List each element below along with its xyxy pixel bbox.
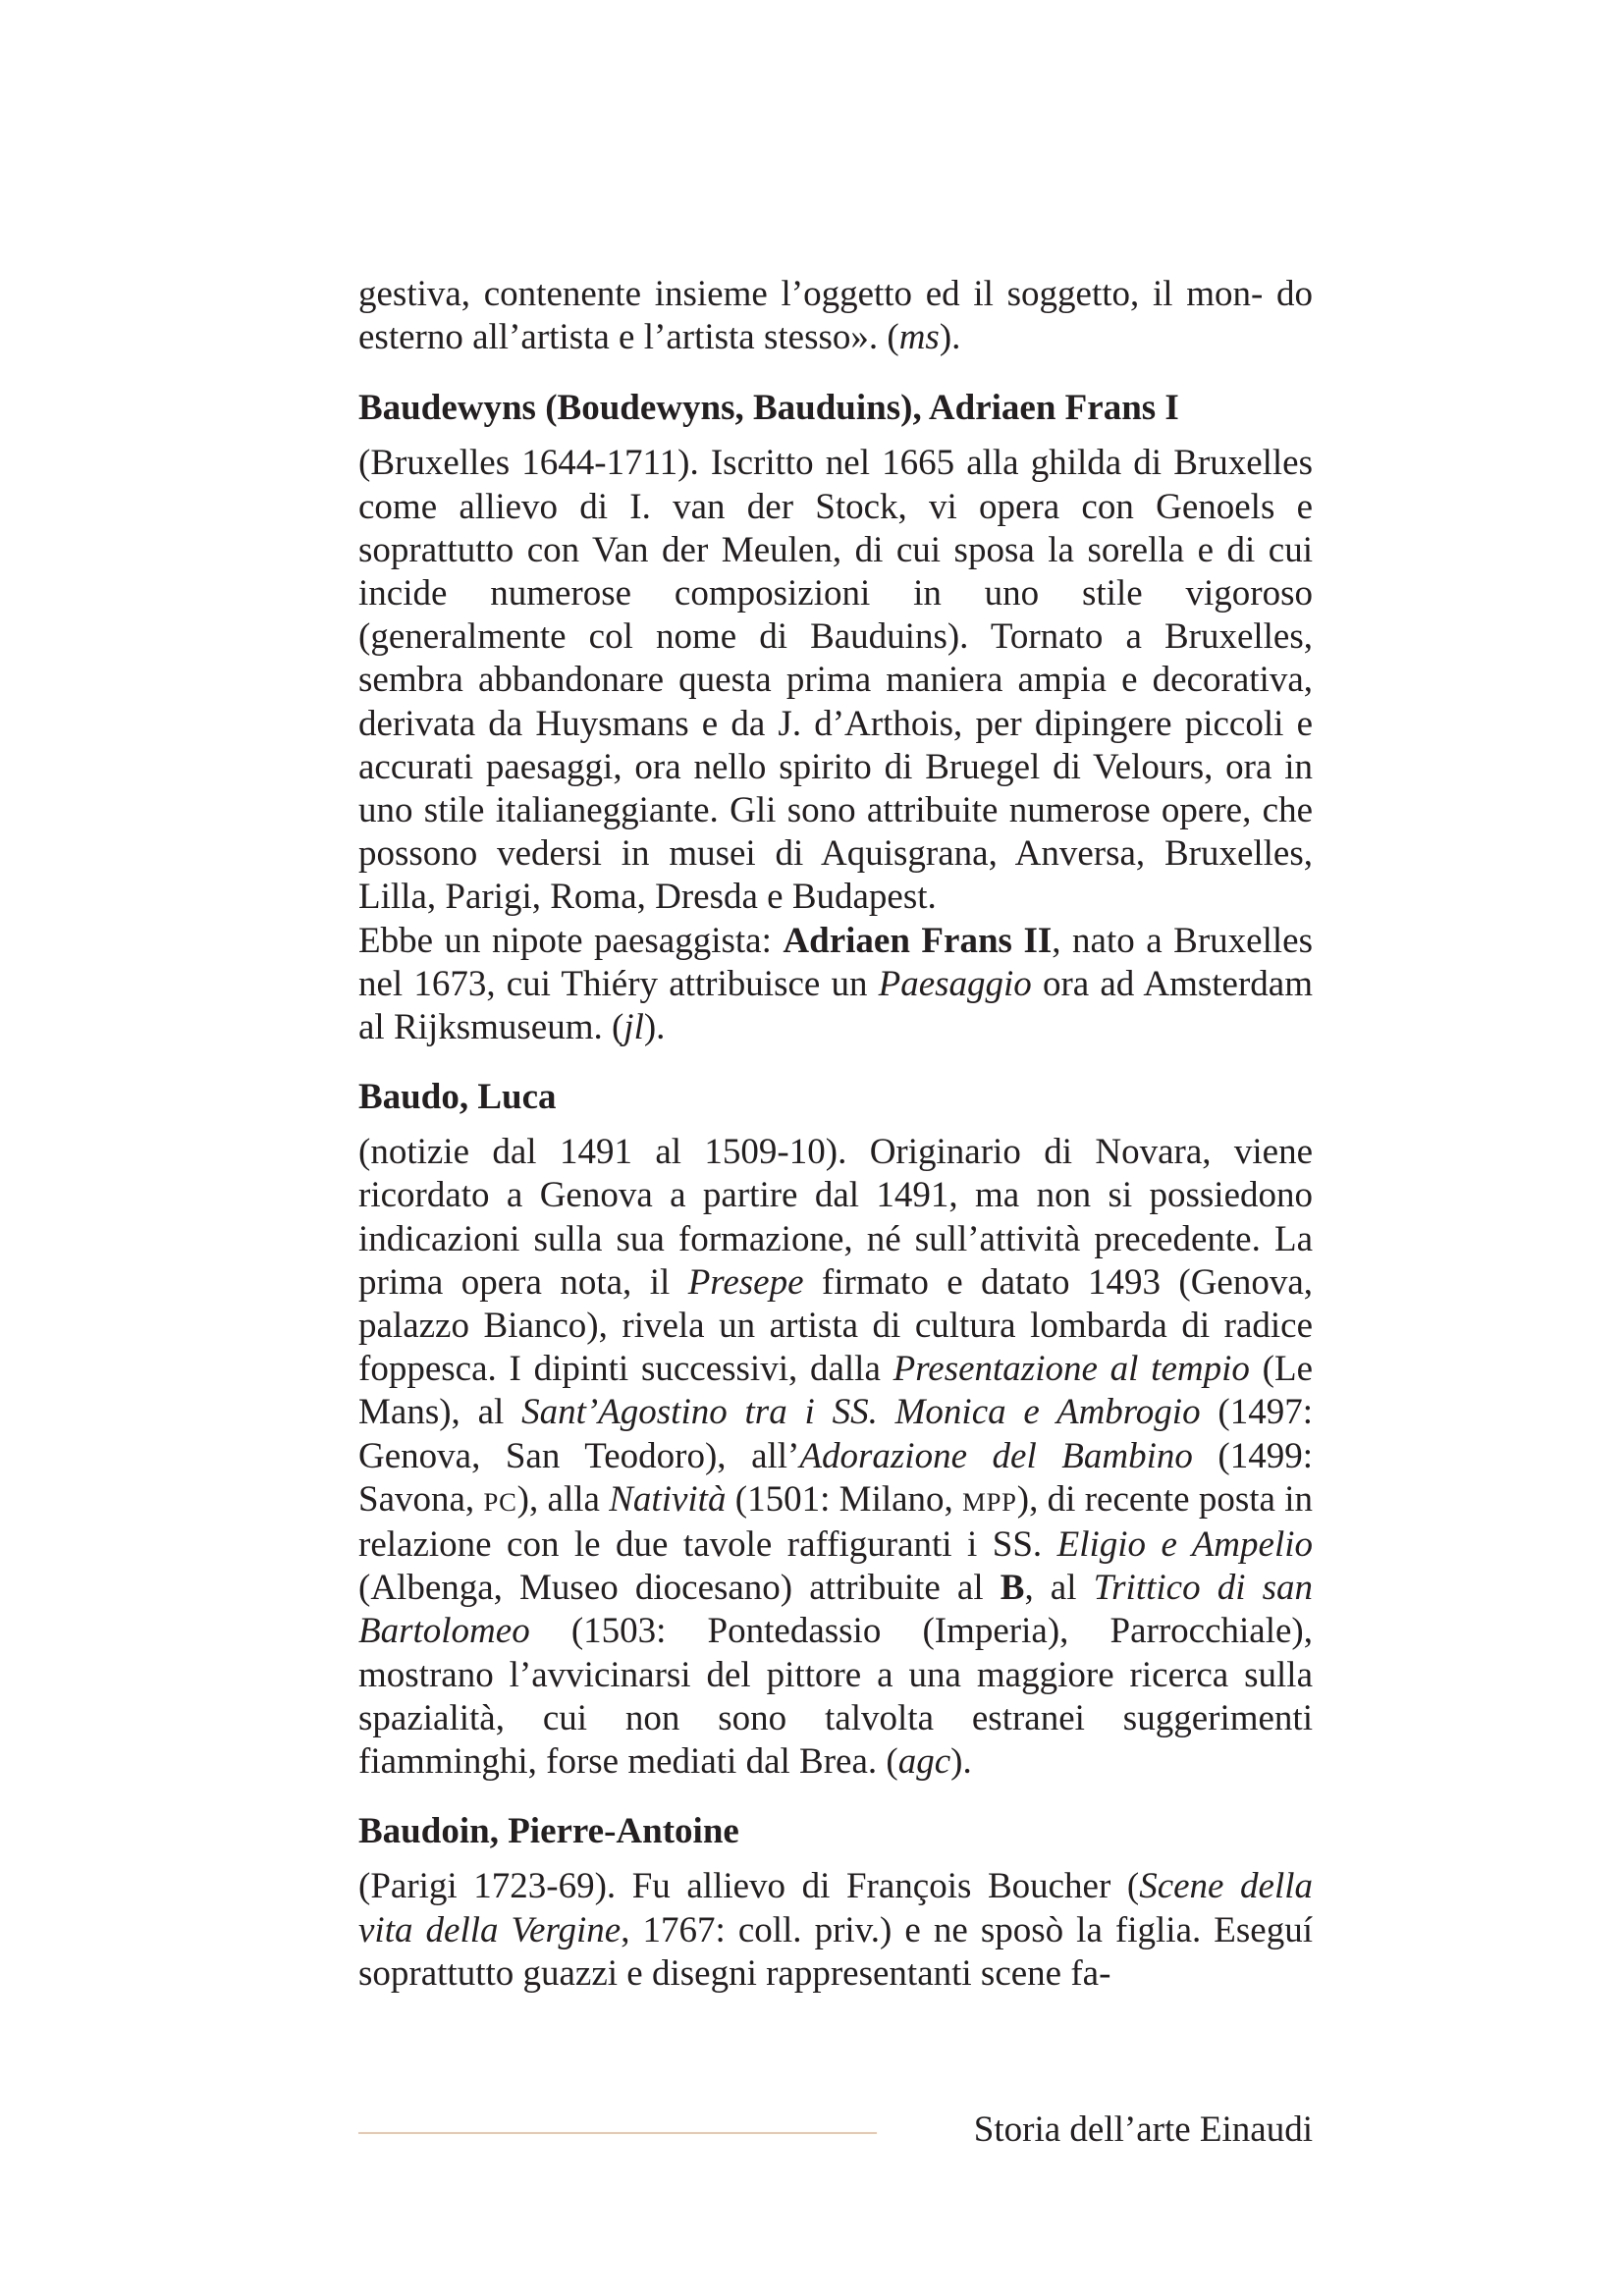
entry-heading-baudo: Baudo, Luca	[358, 1077, 557, 1118]
text-run: (Parigi 1723-69). Fu allievo di François Boucher (	[358, 1866, 1140, 1907]
intro-close: ).	[939, 317, 961, 358]
entry-body-baudoin	[358, 1865, 1313, 1996]
text-run: ).	[643, 1007, 666, 1048]
text-run: , nato a Bruxelles nel 1673, cui Thiéry attribuisce un	[358, 920, 1313, 1004]
text-run: ), alla	[516, 1478, 610, 1520]
entry-body-baudo	[358, 1131, 1313, 1784]
work-title: Adorazione del Bambino	[799, 1435, 1193, 1476]
work-title: Trittico di san Bartolomeo	[358, 1568, 1314, 1652]
footer-rule	[358, 2132, 877, 2134]
text-run: (1501: Milano,	[726, 1478, 963, 1520]
work-title: Sant’Agostino tra i SS. Monica e Ambrogio	[521, 1392, 1201, 1433]
work-title: Eligio e Ampelio	[1056, 1524, 1314, 1566]
page-footer	[358, 2109, 1313, 2158]
bold-name: Adriaen Frans II	[783, 920, 1053, 961]
work-title: Presepe	[687, 1261, 804, 1303]
entry-heading-baudoin: Baudoin, Pierre-Antoine	[358, 1811, 739, 1852]
text-run: (1503: Pontedassio (Imperia), Parrocchiale), mostrano l’avvicinarsi del pittore a una maggiore ricerca sulla spazialità, cui non sono talvolta estranei suggerimenti fiamminghi, forse mediati dal Brea. (	[358, 1611, 1313, 1783]
author-sigla: agc	[897, 1741, 951, 1783]
work-title: Presentazione al tempio	[893, 1349, 1250, 1390]
text-run: , al	[1024, 1568, 1094, 1609]
entry-heading-baudewyns: Baudewyns (Boudewyns, Bauduins), Adriaen Frans I	[358, 388, 1179, 429]
text-run: (Albenga, Museo diocesano) attribuite al	[358, 1568, 1001, 1609]
work-title: Scene della vita della Vergine	[358, 1866, 1314, 1950]
intro-paragraph	[358, 273, 1313, 359]
entry-body-baudewyns-2	[358, 920, 1313, 1050]
work-title: Paesaggio	[878, 963, 1032, 1004]
text-run: ), di recente posta in relazione con le due tavole raffiguranti i SS.	[358, 1478, 1313, 1566]
abbreviation: MPP	[962, 1486, 1017, 1517]
text-run: , 1767: coll. priv.) e ne sposò la figlia. Eseguí soprattutto guazzi e disegni rappresentanti scene fa-	[358, 1909, 1313, 1994]
author-sigla: jl	[623, 1007, 644, 1048]
text-run: (notizie dal 1491 al 1509-10). Originario di Novara, viene ricordato a Genova a partire dal 1491, ma non si possiedono indicazioni sulla sua formazione, né sull’attività precedente. La prima opera nota, il	[358, 1132, 1313, 1303]
intro-line-1: gestiva, contenente insieme l’oggetto ed il soggetto, il mon-	[358, 274, 1264, 314]
text-run: ).	[950, 1741, 972, 1783]
text-run: (1497: Genova, San Teodoro), all’	[358, 1392, 1313, 1476]
text-run: (Le Mans), al	[358, 1349, 1313, 1433]
abbreviation: PC	[483, 1486, 517, 1517]
text-run: firmato e datato 1493 (Genova, palazzo Bianco), rivela un artista di cultura lombarda di radice foppesca. I dipinti successivi, dalla	[358, 1261, 1314, 1390]
work-title: Natività	[609, 1478, 727, 1520]
text-run: (1499: Savona,	[358, 1435, 1313, 1520]
text-run: ora ad Amsterdam al Rijksmuseum. (	[358, 963, 1314, 1048]
bold-name: B	[1000, 1568, 1025, 1609]
author-sigla: ms	[898, 317, 940, 358]
text-run: Ebbe un nipote paesaggista:	[358, 920, 784, 961]
text-column	[358, 273, 1313, 1996]
entry-body-baudewyns: (Bruxelles 1644-1711). Iscritto nel 1665 alla ghilda di Bruxelles come allievo di I. van der Stock, vi opera con Genoels e soprattutto con Van der Meulen, di cui sposa la sorella e di cui incide numerose composizioni in uno stile vigoroso (generalmente col nome di Bauduins). Tornato a Bruxelles, sembra abbandonare questa prima maniera ampia e decorativa, derivata da Huysmans e da J. d’Arthois, per dipingere piccoli e accurati paesaggi, ora nello spirito di Bruegel di Velours, ora in uno stile italianeggiante. Gli sono attribuite numerose opere, che possono vedersi in musei di Aquisgrana, Anversa, Bruxelles, Lilla, Parigi, Roma, Dresda e Budapest.	[358, 443, 1313, 918]
footer-title: Storia dell’arte Einaudi	[973, 2109, 1313, 2150]
intro-line-2: do esterno all’artista e l’artista stesso». (	[358, 274, 1314, 358]
